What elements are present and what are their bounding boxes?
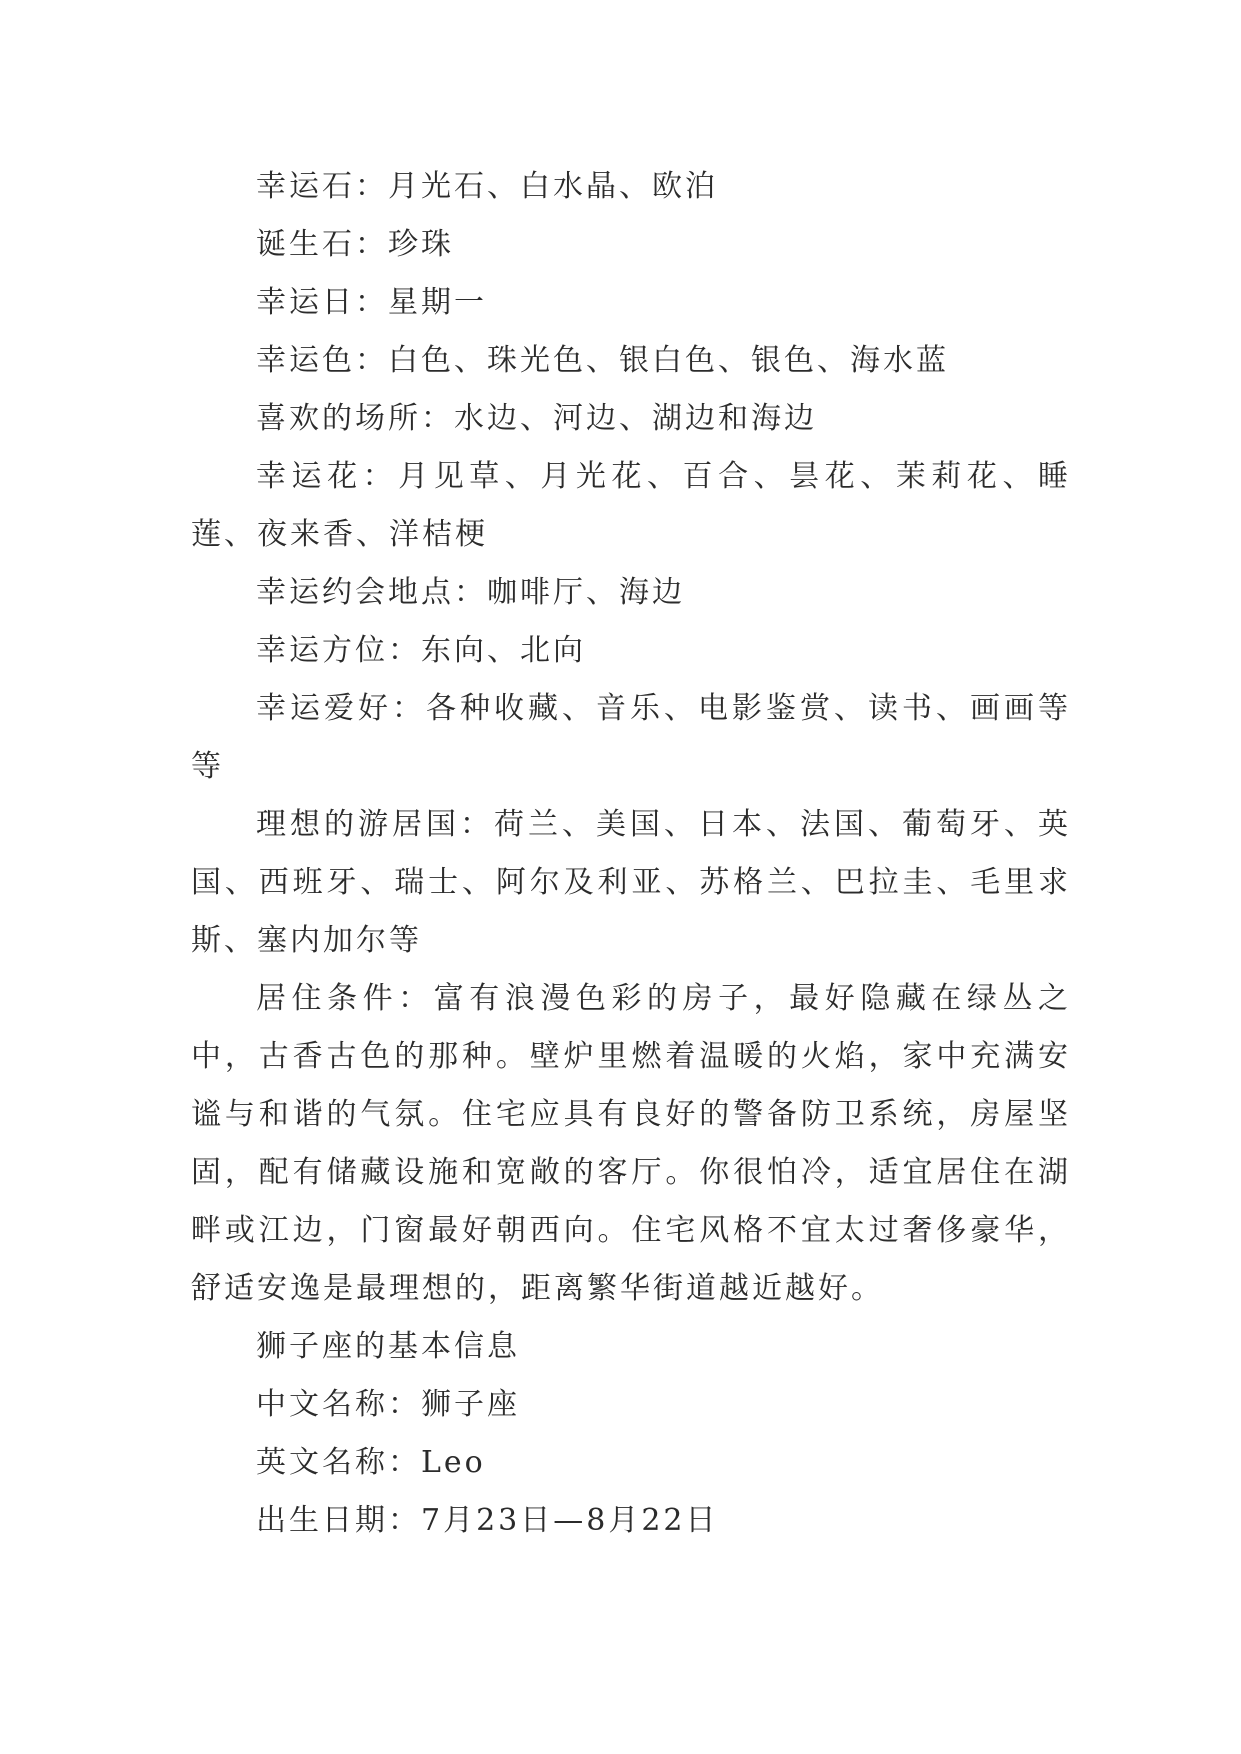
lucky-hobbies-paragraph: 幸运爱好：各种收藏、音乐、电影鉴赏、读书、画画等等 — [191, 691, 1071, 784]
lucky-day-line: 幸运日：星期一 — [256, 285, 487, 320]
chinese-name-line: 中文名称：狮子座 — [256, 1387, 520, 1422]
document-page — [191, 158, 1071, 1550]
english-name-line: 英文名称：Leo — [256, 1445, 486, 1480]
lucky-direction-line: 幸运方位：东向、北向 — [256, 633, 586, 668]
section-heading: 狮子座的基本信息 — [256, 1329, 520, 1364]
favorite-places-line: 喜欢的场所：水边、河边、湖边和海边 — [256, 401, 817, 436]
lucky-date-place-line: 幸运约会地点：咖啡厅、海边 — [256, 575, 685, 610]
lucky-color-line: 幸运色：白色、珠光色、银白色、银色、海水蓝 — [256, 343, 949, 378]
lucky-flowers-paragraph: 幸运花：月见草、月光花、百合、昙花、茉莉花、睡莲、夜来香、洋桔梗 — [191, 459, 1071, 552]
ideal-countries-paragraph: 理想的游居国：荷兰、美国、日本、法国、葡萄牙、英国、西班牙、瑞士、阿尔及利亚、苏格兰、巴拉圭、毛里求斯、塞内加尔等 — [191, 807, 1071, 958]
living-conditions-paragraph: 居住条件：富有浪漫色彩的房子，最好隐藏在绿丛之中，古香古色的那种。壁炉里燃着温暖的火焰，家中充满安谧与和谐的气氛。住宅应具有良好的警备防卫系统，房屋坚固，配有储藏设施和宽敞的客厅。你很怕冷，适宜居住在湖畔或江边，门窗最好朝西向。住宅风格不宜太过奢侈豪华，舒适安逸是最理想的，距离繁华街道越近越好。 — [191, 981, 1071, 1306]
birthstone-line: 诞生石：珍珠 — [256, 227, 454, 262]
birth-date-line: 出生日期：7月23日—8月22日 — [256, 1503, 719, 1538]
lucky-stone-line: 幸运石：月光石、白水晶、欧泊 — [256, 169, 718, 204]
